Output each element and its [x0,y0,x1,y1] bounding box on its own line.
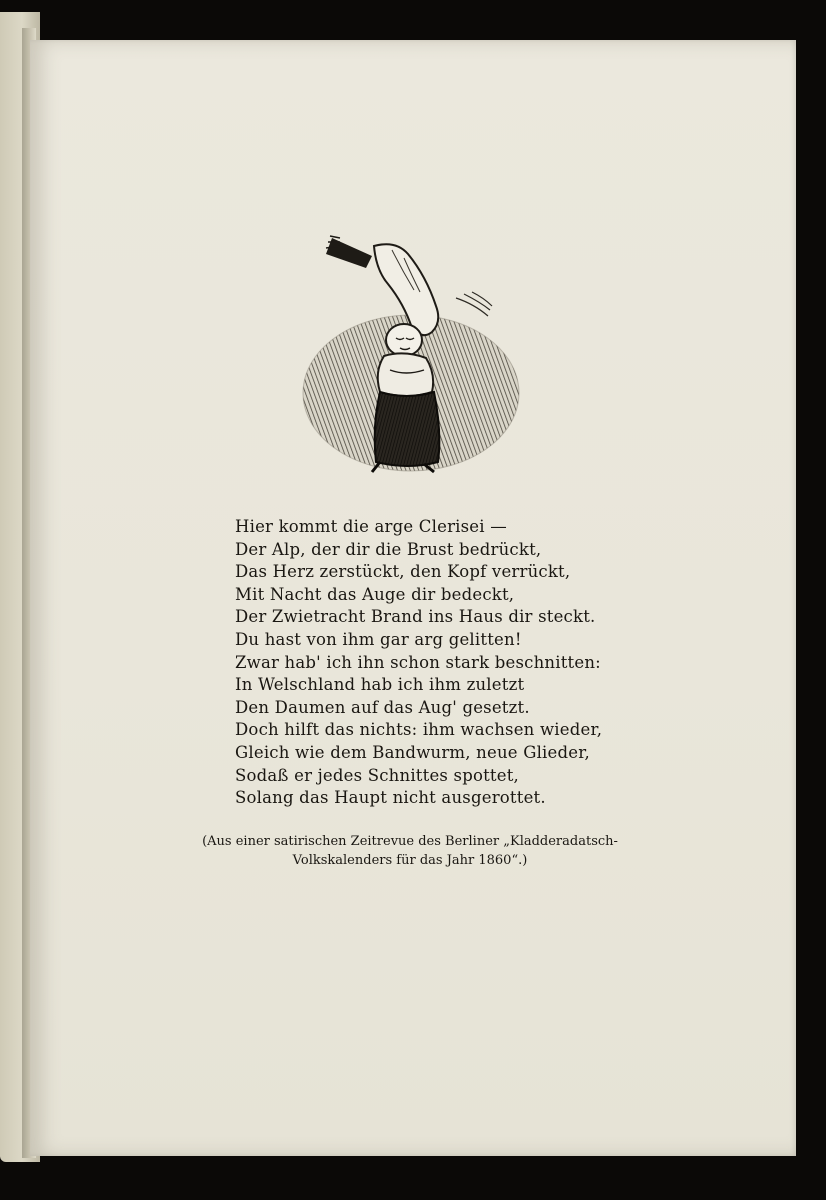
body-figure [378,353,433,396]
poem-line: Der Zwietracht Brand ins Haus dir steckt. [235,607,596,627]
motion-lines [456,292,492,316]
poem-stanza [235,516,655,810]
source-citation [130,832,690,870]
poem-line: Den Daumen auf das Aug' gesetzt. [235,697,530,717]
poem-line: Doch hilft das nichts: ihm wachsen wieder, [235,720,603,740]
poem-line: In Welschland hab ich ihm zuletzt [235,675,525,695]
poem-line: Zwar hab' ich ihn schon stark beschnitten: [235,652,601,672]
poem-line: Solang das Haupt nicht ausgerottet. [235,788,546,808]
poem-line: Sodaß er jedes Schnittes spottet, [235,765,519,785]
robe-figure [375,392,440,466]
broom-icon [326,236,372,268]
source-line-1: (Aus einer satirischen Zeitrevue des Berliner „Kladderadatsch- [202,834,618,849]
poem-line: Du hast von ihm gar arg gelitten! [235,629,522,649]
poem-line: Das Herz zerstückt, den Kopf verrückt, [235,562,571,582]
poem-line: Mit Nacht das Auge dir bedeckt, [235,584,515,604]
poem-line: Hier kommt die arge Clerisei — [235,517,507,536]
cartoon-illustration [296,228,526,478]
book-page [30,40,796,1156]
poem-line: Gleich wie dem Bandwurm, neue Glieder, [235,742,590,762]
source-line-2: Volkskalenders für das Jahr 1860“.) [292,853,528,868]
head-figure [386,324,422,356]
poem-line: Der Alp, der dir die Brust bedrückt, [235,539,542,559]
